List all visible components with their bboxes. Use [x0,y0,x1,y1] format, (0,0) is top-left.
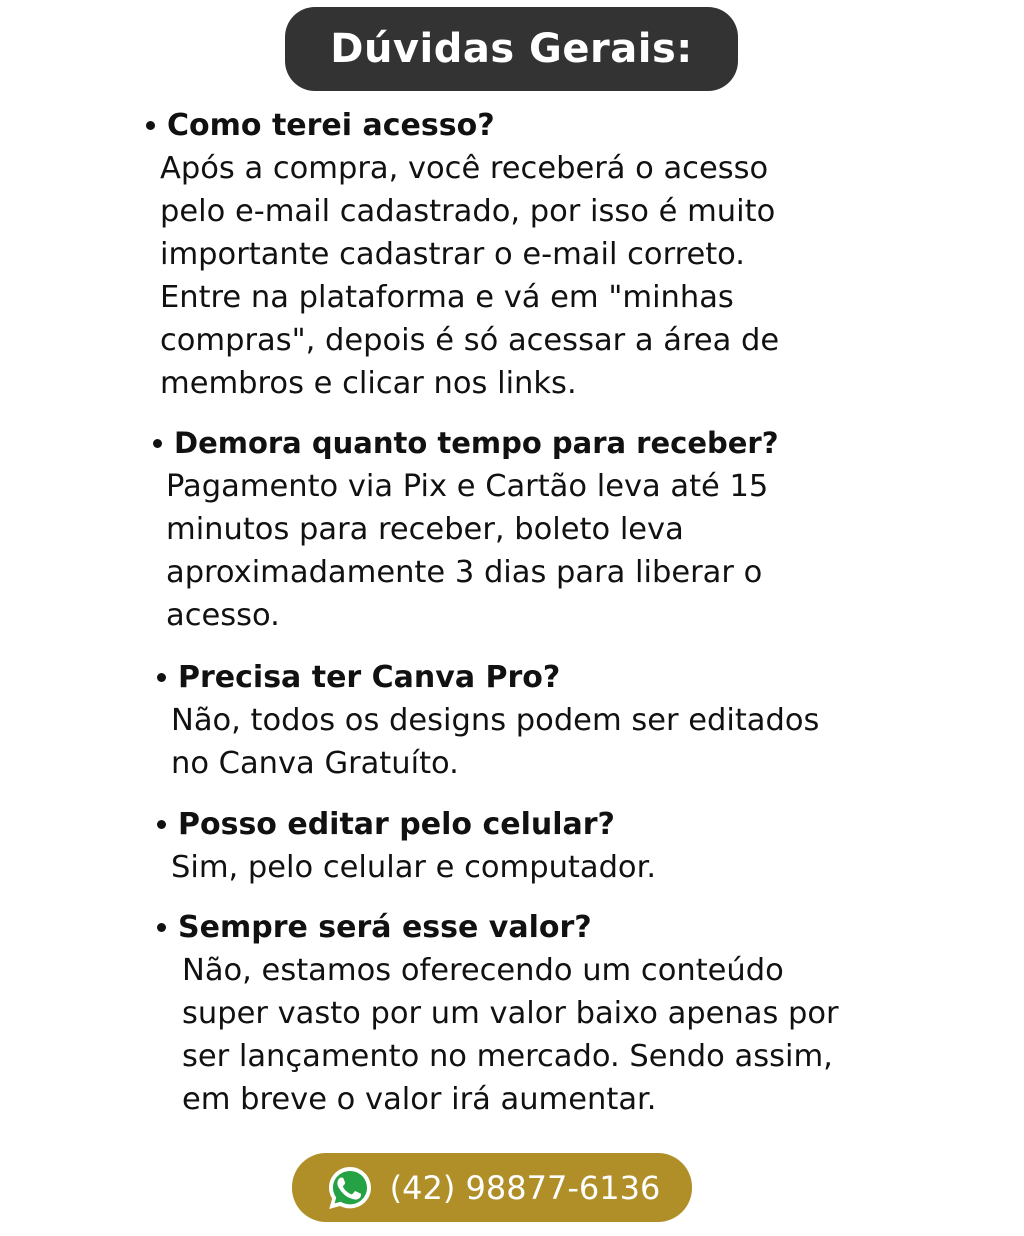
faq-item [153,423,779,637]
answer-line: pelo e-mail cadastrado, por isso é muito [160,194,776,229]
answer-line: membros e clicar nos links. [160,366,577,401]
faq-answer [171,699,819,785]
answer-line: Sim, pelo celular e computador. [171,850,657,885]
answer-line: importante cadastrar o e-mail correto. [160,237,745,272]
answer-line: ser lançamento no mercado. Sendo assim, [182,1039,833,1074]
bullet-icon [157,923,166,932]
bullet-icon [153,439,162,448]
faq-item [157,657,819,785]
faq-question: Posso editar pelo celular? [178,806,615,842]
whatsapp-icon [324,1162,376,1214]
faq-question: Como terei acesso? [167,107,495,143]
faq-answer [166,465,779,637]
faq-item [157,907,839,1121]
answer-line: super vasto por um valor baixo apenas por [182,996,839,1031]
phone-number: (42) 98877-6136 [389,1168,661,1207]
whatsapp-contact-button[interactable] [292,1153,692,1222]
bullet-icon [157,673,166,682]
faq-item [146,105,779,405]
page-title: Dúvidas Gerais: [330,26,693,72]
bullet-icon [157,820,166,829]
answer-line: compras", depois é só acessar a área de [160,323,780,358]
faq-question: Demora quanto tempo para receber? [174,426,779,460]
faq-item [157,804,656,889]
bullet-icon [146,121,155,130]
faq-question: Precisa ter Canva Pro? [178,659,561,695]
answer-line: Pagamento via Pix e Cartão leva até 15 [166,469,769,504]
faq-answer [160,147,779,405]
answer-line: Após a compra, você receberá o acesso [160,151,769,186]
answer-line: no Canva Gratuíto. [171,746,459,781]
faq-answer [171,846,656,889]
answer-line: aproximadamente 3 dias para liberar o [166,555,763,590]
faq-question: Sempre será esse valor? [178,909,592,945]
answer-line: Entre na plataforma e vá em "minhas [160,280,734,315]
answer-line: Não, estamos oferecendo um conteúdo [182,953,784,988]
answer-line: Não, todos os designs podem ser editados [171,703,820,738]
header-pill [285,7,738,91]
answer-line: acesso. [166,598,280,633]
faq-answer [182,949,839,1121]
answer-line: minutos para receber, boleto leva [166,512,684,547]
answer-line: em breve o valor irá aumentar. [182,1082,657,1117]
